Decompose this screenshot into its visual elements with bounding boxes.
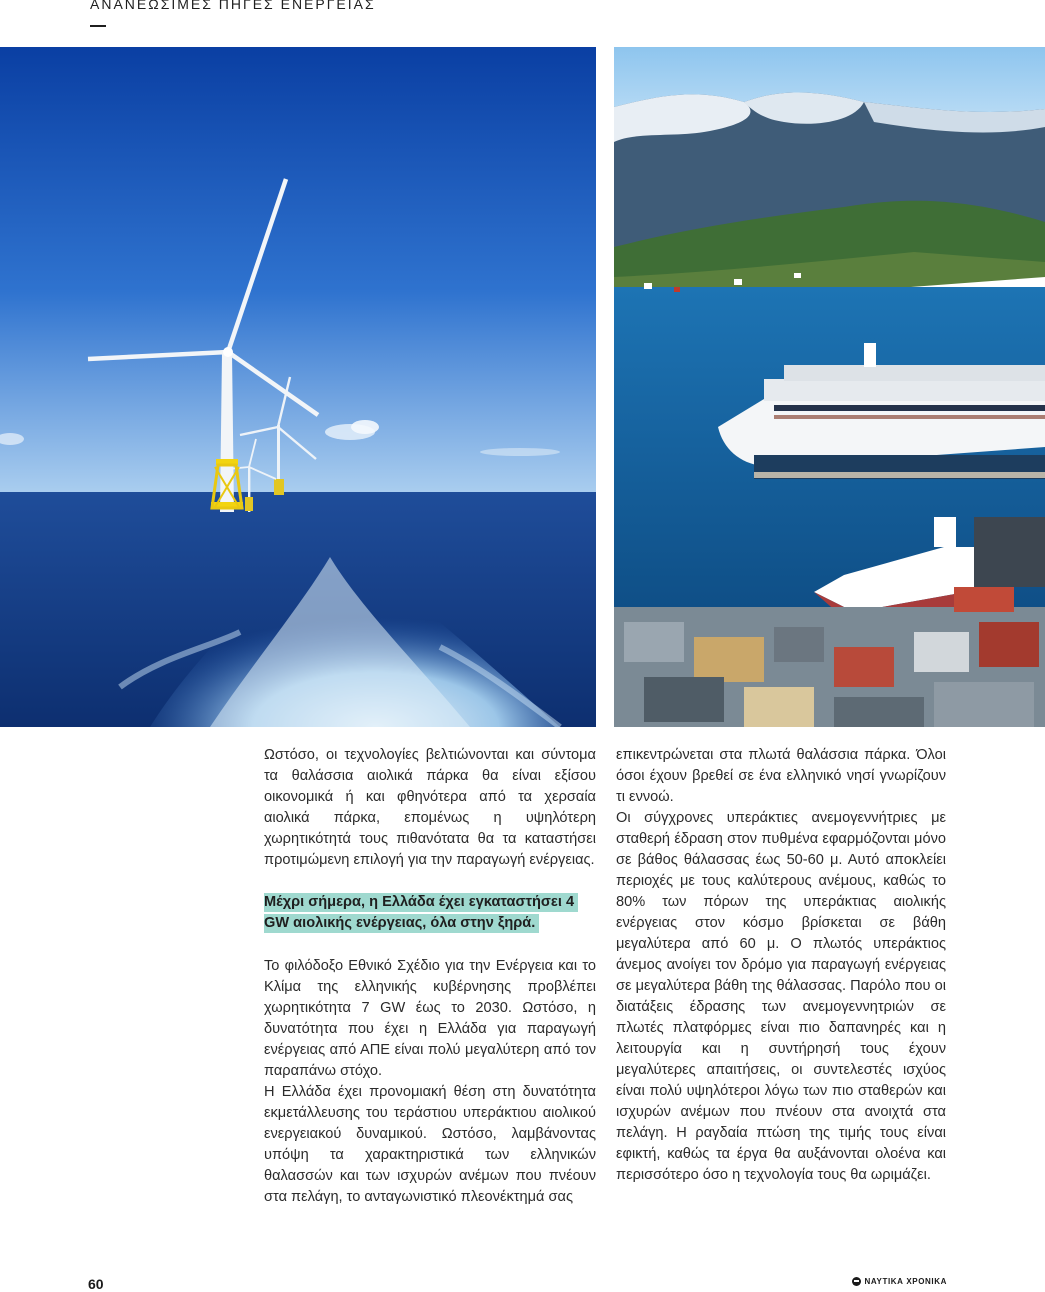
section-title: ΑΝΑΝΕΩΣΙΜΕΣ ΠΗΓΕΣ ΕΝΕΡΓΕΙΑΣ [90, 0, 376, 12]
article-left-column [264, 745, 596, 1208]
article-paragraph: Η Ελλάδα έχει προνομιακή θέση στη δυνατότητα εκμετάλλευσης του τεράστιου υπεράκτιου αιολικού ενεργειακού δυναμικού. Ωστόσο, λαμβάνοντας υπόψη τα χαρακτηριστικά των ελληνικών θαλασσών και των ισχυρών ανέμων που πνέουν στα πελάγη, το ανταγωνιστικό πλεονέκτημά σας [264, 1084, 596, 1205]
offshore-wind-photo [0, 47, 596, 727]
article-paragraph: επικεντρώνεται στα πλωτά θαλάσσια πάρκα. Όλοι όσοι έχουν βρεθεί σε ένα ελληνικό νησί γνωρίζουν τι εννοώ. [616, 747, 946, 805]
article-paragraph: Οι σύγχρονες υπεράκτιες ανεμογεννήτριες με σταθερή έδραση στον πυθμένα εφαρμόζονται μόνο σε βάθος θάλασσας έως 50-60 μ. Αυτό αποκλείει περιοχές με τους καλύτερους ανέμους, καθώς το 80% των πόρων της υπεράκτιας αιολικής ενέργειας στον κόσμο βρίσκεται σε βάθη μεγαλύτερα από 60 μ. Ο πλωτός υπεράκτιος άνεμος ανοίγει τον δρόμο για παραγωγή ενέργειας σε μεγαλύτερα βάθη της θάλασσας. Παρόλο που οι διατάξεις έδρασης των ανεμογεννητριών σε πλωτές πλατφόρμες είναι πιο δαπανηρές και η λειτουργία και η συντήρησή τους έχουν μεγαλύτερες απαιτήσεις, οι συντελεστές ισχύος είναι πολύ υψηλότεροι λόγω των πιο σταθερών και ισχυρών ανέμων που πνέουν στα ανοιχτά στα πελάγη. Η ραγδαία πτώση της τιμής τους είναι εφικτή, καθώς τα έργα θα αυξάνονται ολοένα και περισσότερο όσο η τεχνολογία τους θα ωριμάζει. [616, 810, 946, 1183]
article-paragraph: Ωστόσο, οι τεχνολογίες βελτιώνονται και σύντομα τα θαλάσσια αιολικά πάρκα θα είναι εξίσου οικονομικά ή και φθηνότερα από τα χερσαία αιολικά πάρκα, επομένως η υψηλότερη χωρητικότητά τους πιθανότατα θα τα καταστήσει προτιμώμενη επιλογή για την παραγωγή ενέργειας. [264, 747, 596, 868]
magazine-logo-icon [852, 1277, 861, 1286]
pull-quote-text: Μέχρι σήμερα, η Ελλάδα έχει εγκαταστήσει 4 GW αιολικής ενέργειας, όλα στην ξηρά. [264, 893, 578, 933]
magazine-name: ΝΑΥΤΙΚΑ ΧΡΟΝΙΚΑ [864, 1277, 947, 1286]
header-dash-divider [90, 25, 106, 27]
article-paragraph: Το φιλόδοξο Εθνικό Σχέδιο για την Ενέργεια και το Κλίμα της ελληνικής κυβέρνησης προβλέπει χωρητικότητα 7 GW έως το 2030. Ωστόσο, η δυνατότητα που έχει η Ελλάδα για παραγωγή ενέργειας από ΑΠΕ είναι πολύ μεγαλύτερη από τον παραπάνω στόχο. [264, 958, 596, 1079]
article-right-column [616, 745, 946, 1186]
page-number: 60 [88, 1276, 104, 1292]
magazine-masthead [852, 1277, 948, 1286]
cruise-ship-photo [614, 47, 1045, 727]
pull-quote [264, 892, 596, 934]
